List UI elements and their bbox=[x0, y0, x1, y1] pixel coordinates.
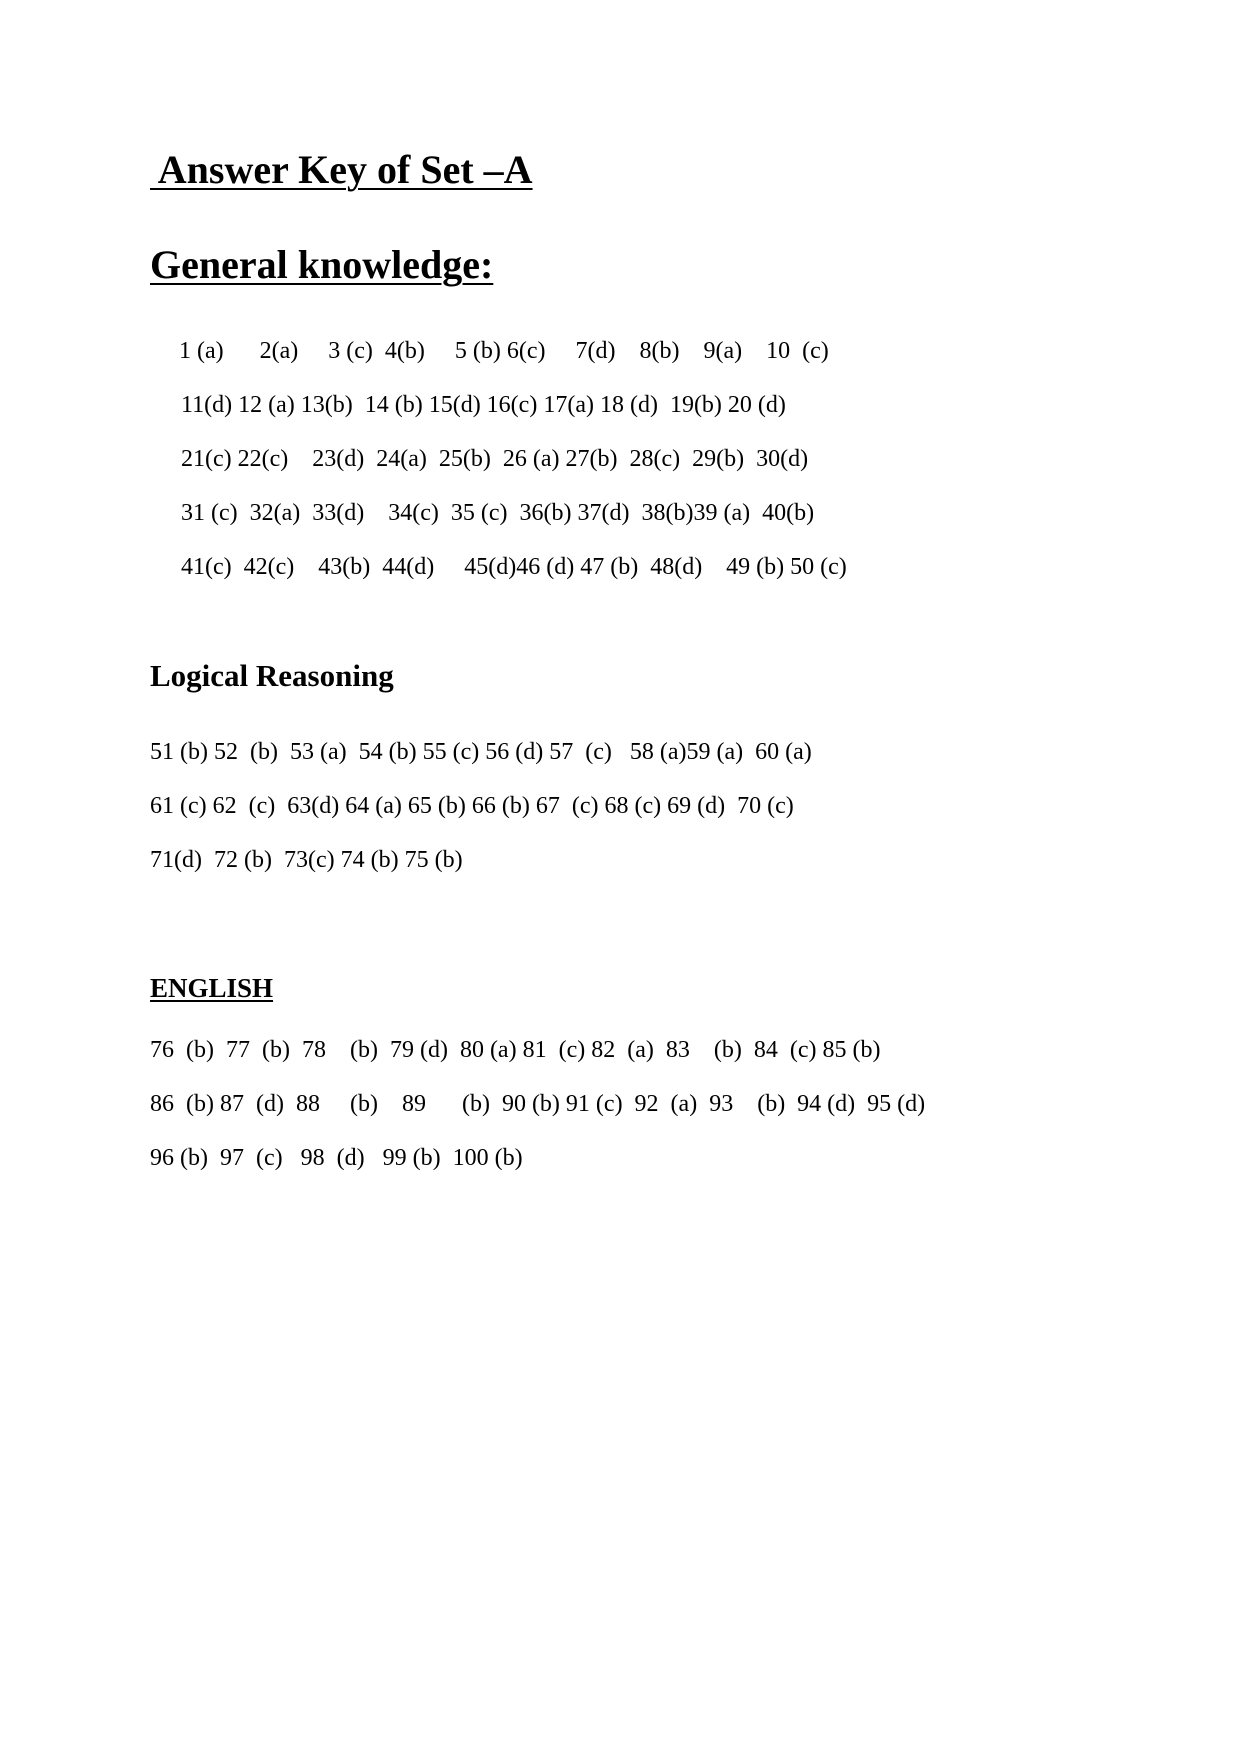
general-knowledge-heading: General knowledge: bbox=[150, 242, 494, 287]
lr-answer-line: 61 (c) 62 (c) 63(d) 64 (a) 65 (b) 66 (b) 67 (c) 68 (c) 69 (d) 70 (c) bbox=[150, 793, 794, 819]
logical-reasoning-heading: Logical Reasoning bbox=[150, 658, 394, 693]
english-heading: ENGLISH bbox=[150, 973, 274, 1003]
lr-answer-line: 71(d) 72 (b) 73(c) 74 (b) 75 (b) bbox=[150, 847, 463, 873]
gk-answer-line: 1 (a) 2(a) 3 (c) 4(b) 5 (b) 6(c) 7(d) 8(b) 9(a) 10 (c) bbox=[179, 338, 829, 364]
lr-answer-line: 51 (b) 52 (b) 53 (a) 54 (b) 55 (c) 56 (d) 57 (c) 58 (a)59 (a) 60 (a) bbox=[150, 739, 812, 765]
english-answer-line: 76 (b) 77 (b) 78 (b) 79 (d) 80 (a) 81 (c) 82 (a) 83 (b) 84 (c) 85 (b) bbox=[150, 1037, 881, 1063]
english-answer-line: 86 (b) 87 (d) 88 (b) 89 (b) 90 (b) 91 (c) 92 (a) 93 (b) 94 (d) 95 (d) bbox=[150, 1091, 926, 1117]
page-title: Answer Key of Set –A bbox=[150, 147, 533, 192]
gk-answer-line: 21(c) 22(c) 23(d) 24(a) 25(b) 26 (a) 27(b) 28(c) 29(b) 30(d) bbox=[181, 446, 809, 472]
english-answer-line: 96 (b) 97 (c) 98 (d) 99 (b) 100 (b) bbox=[150, 1145, 523, 1171]
gk-answer-line: 11(d) 12 (a) 13(b) 14 (b) 15(d) 16(c) 17(a) 18 (d) 19(b) 20 (d) bbox=[181, 392, 786, 418]
gk-answer-line: 41(c) 42(c) 43(b) 44(d) 45(d)46 (d) 47 (b) 48(d) 49 (b) 50 (c) bbox=[181, 554, 847, 580]
gk-answer-line: 31 (c) 32(a) 33(d) 34(c) 35 (c) 36(b) 37(d) 38(b)39 (a) 40(b) bbox=[181, 500, 815, 526]
